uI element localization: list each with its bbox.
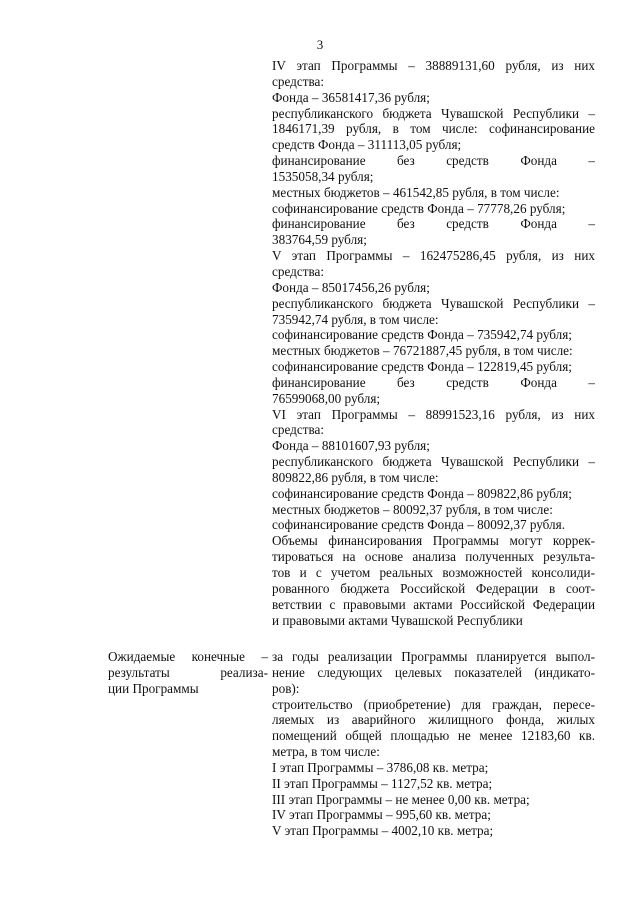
text-line: республиканского бюджета Чувашской Республики – (272, 295, 595, 311)
text-line: за годы реализации Программы планируется выпол- (272, 649, 595, 664)
expected-results-section (272, 649, 595, 839)
text-line: тироваться на основе анализа полученных результа- (272, 549, 595, 565)
text-line: средства: (272, 73, 325, 89)
text-line: софинансирование средств Фонда – 80092,37 рубля. (272, 517, 565, 533)
text-line: помещений общей площадью не менее 12183,60 кв. (272, 728, 595, 744)
text-line: средств Фонда – 311113,05 рубля; (272, 137, 462, 153)
text-line: нение следующих целевых показателей (индикато- (272, 664, 595, 680)
label-line: Ожидаемые конечные – (108, 649, 268, 664)
text-line: ветствии с правовыми актами Российской Федерации (272, 596, 595, 612)
expected-results-label (108, 649, 268, 697)
text-line: Фонда – 88101607,93 рубля; (272, 438, 430, 454)
text-line: софинансирование средств Фонда – 77778,26 рубля; (272, 200, 566, 216)
text-line: 1535058,34 рубля; (272, 168, 374, 184)
text-line: ров): (272, 680, 300, 696)
text-line: местных бюджетов – 76721887,45 рубля, в том числе: (272, 343, 573, 359)
text-line: 383764,59 рубля; (272, 232, 367, 248)
text-line: рованного бюджета Российской Федерации в соот- (272, 580, 595, 596)
text-line: Фонда – 85017456,26 рубля; (272, 279, 430, 295)
text-line: метра, в том числе: (272, 744, 380, 760)
text-line: 809822,86 рубля, в том числе: (272, 469, 439, 485)
text-line: софинансирование средств Фонда – 735942,74 рубля; (272, 327, 572, 343)
text-line: средства: (272, 422, 325, 438)
text-line: местных бюджетов – 461542,85 рубля, в том числе: (272, 184, 560, 200)
text-line: и правовыми актами Чувашской Республики (272, 612, 523, 628)
text-line: 1846171,39 рубля, в том числе: софинансирование (272, 121, 595, 137)
text-line: IV этап Программы – 995,60 кв. метра; (272, 807, 491, 823)
text-line: софинансирование средств Фонда – 809822,86 рубля; (272, 485, 572, 501)
text-line: финансирование без средств Фонда – (272, 153, 595, 169)
text-line: строительство (приобретение) для граждан, пересе- (272, 696, 595, 712)
text-line: Фонда – 36581417,36 рубля; (272, 89, 430, 105)
text-line: V этап Программы – 4002,10 кв. метра; (272, 823, 494, 839)
text-line: республиканского бюджета Чувашской Республики – (272, 454, 595, 470)
label-line: ции Программы (108, 680, 199, 696)
text-line: I этап Программы – 3786,08 кв. метра; (272, 759, 489, 775)
text-line: средства: (272, 263, 325, 279)
text-line: 76599068,00 рубля; (272, 390, 381, 406)
text-line: тов и с учетом реальных возможностей консолиди- (272, 565, 595, 580)
text-line: V этап Программы – 162475286,45 рубля, из них (272, 248, 595, 264)
text-line: VI этап Программы – 88991523,16 рубля, из них (272, 406, 595, 422)
text-line: финансирование без средств Фонда – (272, 216, 595, 232)
text-line: финансирование без средств Фонда – (272, 374, 595, 390)
label-line: результаты реализа- (108, 664, 268, 680)
text-line: республиканского бюджета Чувашской Республики – (272, 105, 595, 121)
text-line: местных бюджетов – 80092,37 рубля, в том числе: (272, 501, 553, 517)
text-line: 735942,74 рубля, в том числе: (272, 311, 439, 327)
text-line: III этап Программы – не менее 0,00 кв. метра; (272, 791, 530, 807)
text-line: II этап Программы – 1127,52 кв. метра; (272, 775, 493, 791)
funding-section (272, 58, 595, 628)
text-line: Объемы финансирования Программы могут коррек- (272, 533, 595, 549)
text-line: ляемых из аварийного жилищного фонда, жилых (272, 712, 595, 728)
page-number: 3 (316, 37, 324, 52)
text-line: софинансирование средств Фонда – 122819,45 рубля; (272, 359, 572, 375)
text-line: IV этап Программы – 38889131,60 рубля, из них (272, 58, 595, 73)
